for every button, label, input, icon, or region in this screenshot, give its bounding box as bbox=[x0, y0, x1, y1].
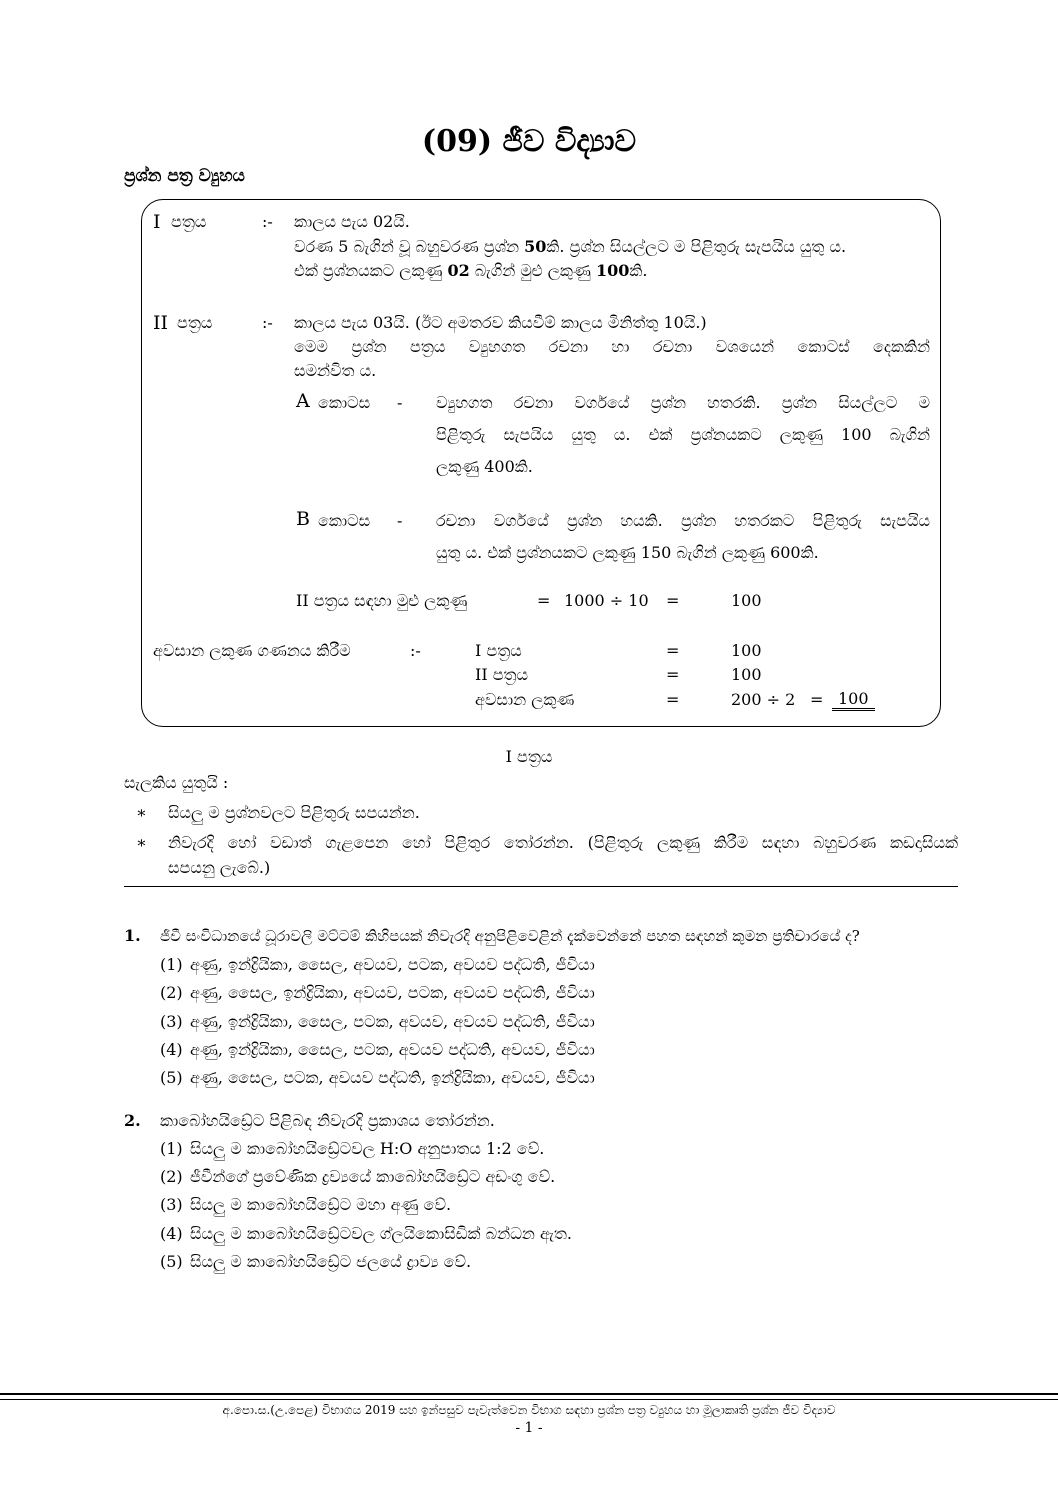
q1-option-2-text: අණු, සෛල, ඉන්ද්‍රියිකා, අවයව, පටක, අවයව පද්ධති, ජීවියා bbox=[190, 983, 595, 1002]
paper1-duration: කාලය පැය 02යි. bbox=[294, 212, 410, 231]
page-number: - 1 - bbox=[515, 1420, 543, 1436]
q1-option-5-text: අණු, සෛල, පටක, අවයව පද්ධති, ඉන්ද්‍රියිකා, අවයව, ජීවියා bbox=[190, 1068, 595, 1087]
q1-option-5-num: (5) bbox=[160, 1068, 183, 1087]
final-sep: :- bbox=[410, 641, 421, 660]
q2-option-1-text: සියලු ම කාබෝහයිඩ්‍රේටවල H:O අනුපාතය 1:2 වේ. bbox=[190, 1139, 545, 1158]
final-row3-eq: = bbox=[666, 690, 680, 709]
final-row1-label: I පත්‍රය bbox=[475, 641, 522, 660]
final-row2-label: II පත්‍රය bbox=[475, 665, 529, 684]
partA-line1: ව්‍යුහගත රචනා වර්ගයේ ප්‍රශ්න හතරකි. ප්‍රශ්න සියල්ලට ම bbox=[436, 393, 930, 412]
q2-option-5-text: සියලු ම කාබෝහයිඩ්‍රේට ජලයේ ද්‍රාව්‍ය වේ. bbox=[190, 1252, 472, 1271]
question-2-text: කාබෝහයිඩ්‍රේට පිළිබඳ නිවැරදි ප්‍රකාශය තෝරන්න. bbox=[160, 1111, 495, 1130]
partA-label: කොටස bbox=[318, 393, 371, 412]
q2-option-4-text: සියලු ම කාබෝහයිඩ්‍රේටවල ග්ලයිකොසිඩික් බන්ධන ඇත. bbox=[190, 1224, 572, 1243]
structure-heading: ප්‍රශ්න පත්‍ර ව්‍යුහය bbox=[124, 166, 245, 186]
page-title: (09) ජීව විද්‍යාව bbox=[421, 124, 637, 159]
note-bullet-2: ∗ bbox=[136, 833, 147, 852]
final-row3-label: අවසාන ලකුණ bbox=[475, 690, 575, 709]
q2-option-3-num: (3) bbox=[160, 1195, 183, 1214]
note-text-1: සියලු ම ප්‍රශ්නවලට පිළිතුරු සපයන්න. bbox=[168, 803, 420, 822]
section-divider bbox=[124, 886, 958, 887]
final-row2-value: 100 bbox=[731, 665, 762, 684]
paper2-total-label: II පත්‍රය සඳහා මුළු ලකුණු bbox=[296, 591, 468, 610]
final-row1-value: 100 bbox=[731, 641, 762, 660]
paper2-desc-line2: සමන්විත ය. bbox=[294, 361, 377, 380]
question-1-text: ජීවී සංවිධානයේ ධූරාවලි මට්ටම් කිහිපයක් නිවැරදි අනුපිළිවෙළින් දැක්වෙන්නේ පහත සඳහන් කුමන ප්‍රතිචාරයේ ද? bbox=[160, 927, 860, 945]
final-row2-eq: = bbox=[666, 665, 680, 684]
q2-option-1-num: (1) bbox=[160, 1139, 183, 1158]
paper1-sep: :- bbox=[262, 212, 273, 231]
q1-option-4-text: අණු, ඉන්ද්‍රියිකා, සෛල, පටක, අවයව පද්ධති, අවයව, ජීවියා bbox=[190, 1040, 595, 1059]
partB-line1: රචනා වර්ගයේ ප්‍රශ්න හයකි. ප්‍රශ්න හතරකට පිළිතුරු සැපයිය bbox=[436, 511, 930, 530]
q2-option-2-num: (2) bbox=[160, 1167, 183, 1186]
partB-dash: - bbox=[397, 511, 403, 530]
paper1-marks-line: එක් ප්‍රශ්නයකට ලකුණු 02 බැගින් මුළු ලකුණු 100කි. bbox=[294, 261, 648, 280]
final-row3-calc: 200 ÷ 2 bbox=[731, 690, 796, 709]
q1-option-4-num: (4) bbox=[160, 1040, 183, 1059]
paper1-num: I bbox=[153, 211, 161, 233]
paper2-duration: කාලය පැය 03යි. (ඊට අමතරව කියවීම් කාලය මිනිත්තු 10යි.) bbox=[294, 313, 707, 332]
q2-option-3-text: සියලු ම කාබෝහයිඩ්‍රේට මහා අණු වේ. bbox=[190, 1195, 452, 1214]
partA-line2: පිළිතුරු සැපයිය යුතු ය. එක් ප්‍රශ්නයකට ලකුණු 100 බැගින් bbox=[436, 425, 930, 444]
question-2-number: 2. bbox=[124, 1111, 141, 1130]
notes-heading: සැලකිය යුතුයි : bbox=[124, 773, 229, 792]
paper2-total-calc: 1000 ÷ 10 bbox=[564, 591, 649, 610]
footer-rule-thick bbox=[0, 1393, 1058, 1395]
partB-line2: යුතු ය. එක් ප්‍රශ්නයකට ලකුණු 150 බැගින් ලකුණු 600කි. bbox=[436, 543, 819, 562]
final-row3-eq2: = bbox=[810, 690, 824, 709]
q2-option-4-num: (4) bbox=[160, 1224, 183, 1243]
final-label: අවසාන ලකුණ ගණනය කිරීම bbox=[153, 641, 351, 660]
partA-dash: - bbox=[397, 393, 403, 412]
partB-label: කොටස bbox=[318, 511, 371, 530]
final-row3-value: 100 bbox=[832, 689, 875, 711]
q2-option-2-text: ජීවීන්ගේ ප්‍රවේණික ද්‍රව්‍යයේ කාබෝහයිඩ්‍රේට අඩංගු වේ. bbox=[190, 1167, 556, 1186]
note-text-2: නිවැරදි හෝ වඩාත් ගැළපෙන හෝ පිළිතුර තෝරන්න. (පිළිතුරු ලකුණු කිරීම සඳහා බහුවරණ කඩදාසියක් bbox=[168, 833, 958, 852]
q1-option-2-num: (2) bbox=[160, 983, 183, 1002]
q1-option-1-text: අණු, ඉන්ද්‍රියිකා, සෛල, අවයව, පටක, අවයව පද්ධති, ජීවියා bbox=[190, 955, 595, 974]
paper1-label: පත්‍රය bbox=[171, 212, 207, 231]
paper2-total-eq1: = bbox=[537, 591, 551, 610]
paper2-label: පත්‍රය bbox=[177, 313, 213, 332]
paper2-sep: :- bbox=[262, 313, 273, 332]
note-bullet-1: ∗ bbox=[136, 803, 147, 822]
question-1-number: 1. bbox=[124, 926, 141, 945]
paper2-total-value: 100 bbox=[731, 591, 762, 610]
final-row1-eq: = bbox=[666, 641, 680, 660]
partA-line3: ලකුණු 400කි. bbox=[436, 457, 533, 476]
q1-option-3-text: අණු, ඉන්ද්‍රියිකා, සෛල, පටක, අවයව, අවයව පද්ධති, ජීවියා bbox=[190, 1012, 595, 1031]
paper2-total-eq2: = bbox=[666, 591, 680, 610]
paper1-heading: I පත්‍රය bbox=[505, 747, 553, 766]
note-text-2b: සපයනු ලැබේ.) bbox=[168, 858, 271, 877]
paper2-desc-line: මෙම ප්‍රශ්න පත්‍රය ව්‍යුහගත රචනා හා රචනා වශයෙන් කොටස් දෙකකින් bbox=[294, 337, 930, 356]
q1-option-1-num: (1) bbox=[160, 955, 183, 974]
footer-text: අ.පො.ස.(උ.පෙළ) විභාගය 2019 සහ ඉන්පසුව පැවැත්වෙන විභාග සඳහා ප්‍රශ්න පත්‍ර ව්‍යුහය හා මූලාකෘති ප්‍රශ්න ජීව විද්‍යාව bbox=[222, 1403, 836, 1417]
paper2-num: II bbox=[153, 312, 169, 334]
footer-rule-thin bbox=[0, 1399, 1058, 1400]
paper1-mcq-line: වරණ 5 බැගින් වූ බහුවරණ ප්‍රශ්න 50කි. ප්‍රශ්න සියල්ලට ම පිළිතුරු සැපයිය යුතු ය. bbox=[294, 237, 847, 256]
partA-letter: A bbox=[296, 390, 310, 412]
q1-option-3-num: (3) bbox=[160, 1012, 183, 1031]
partB-letter: B bbox=[296, 508, 310, 530]
q2-option-5-num: (5) bbox=[160, 1252, 183, 1271]
